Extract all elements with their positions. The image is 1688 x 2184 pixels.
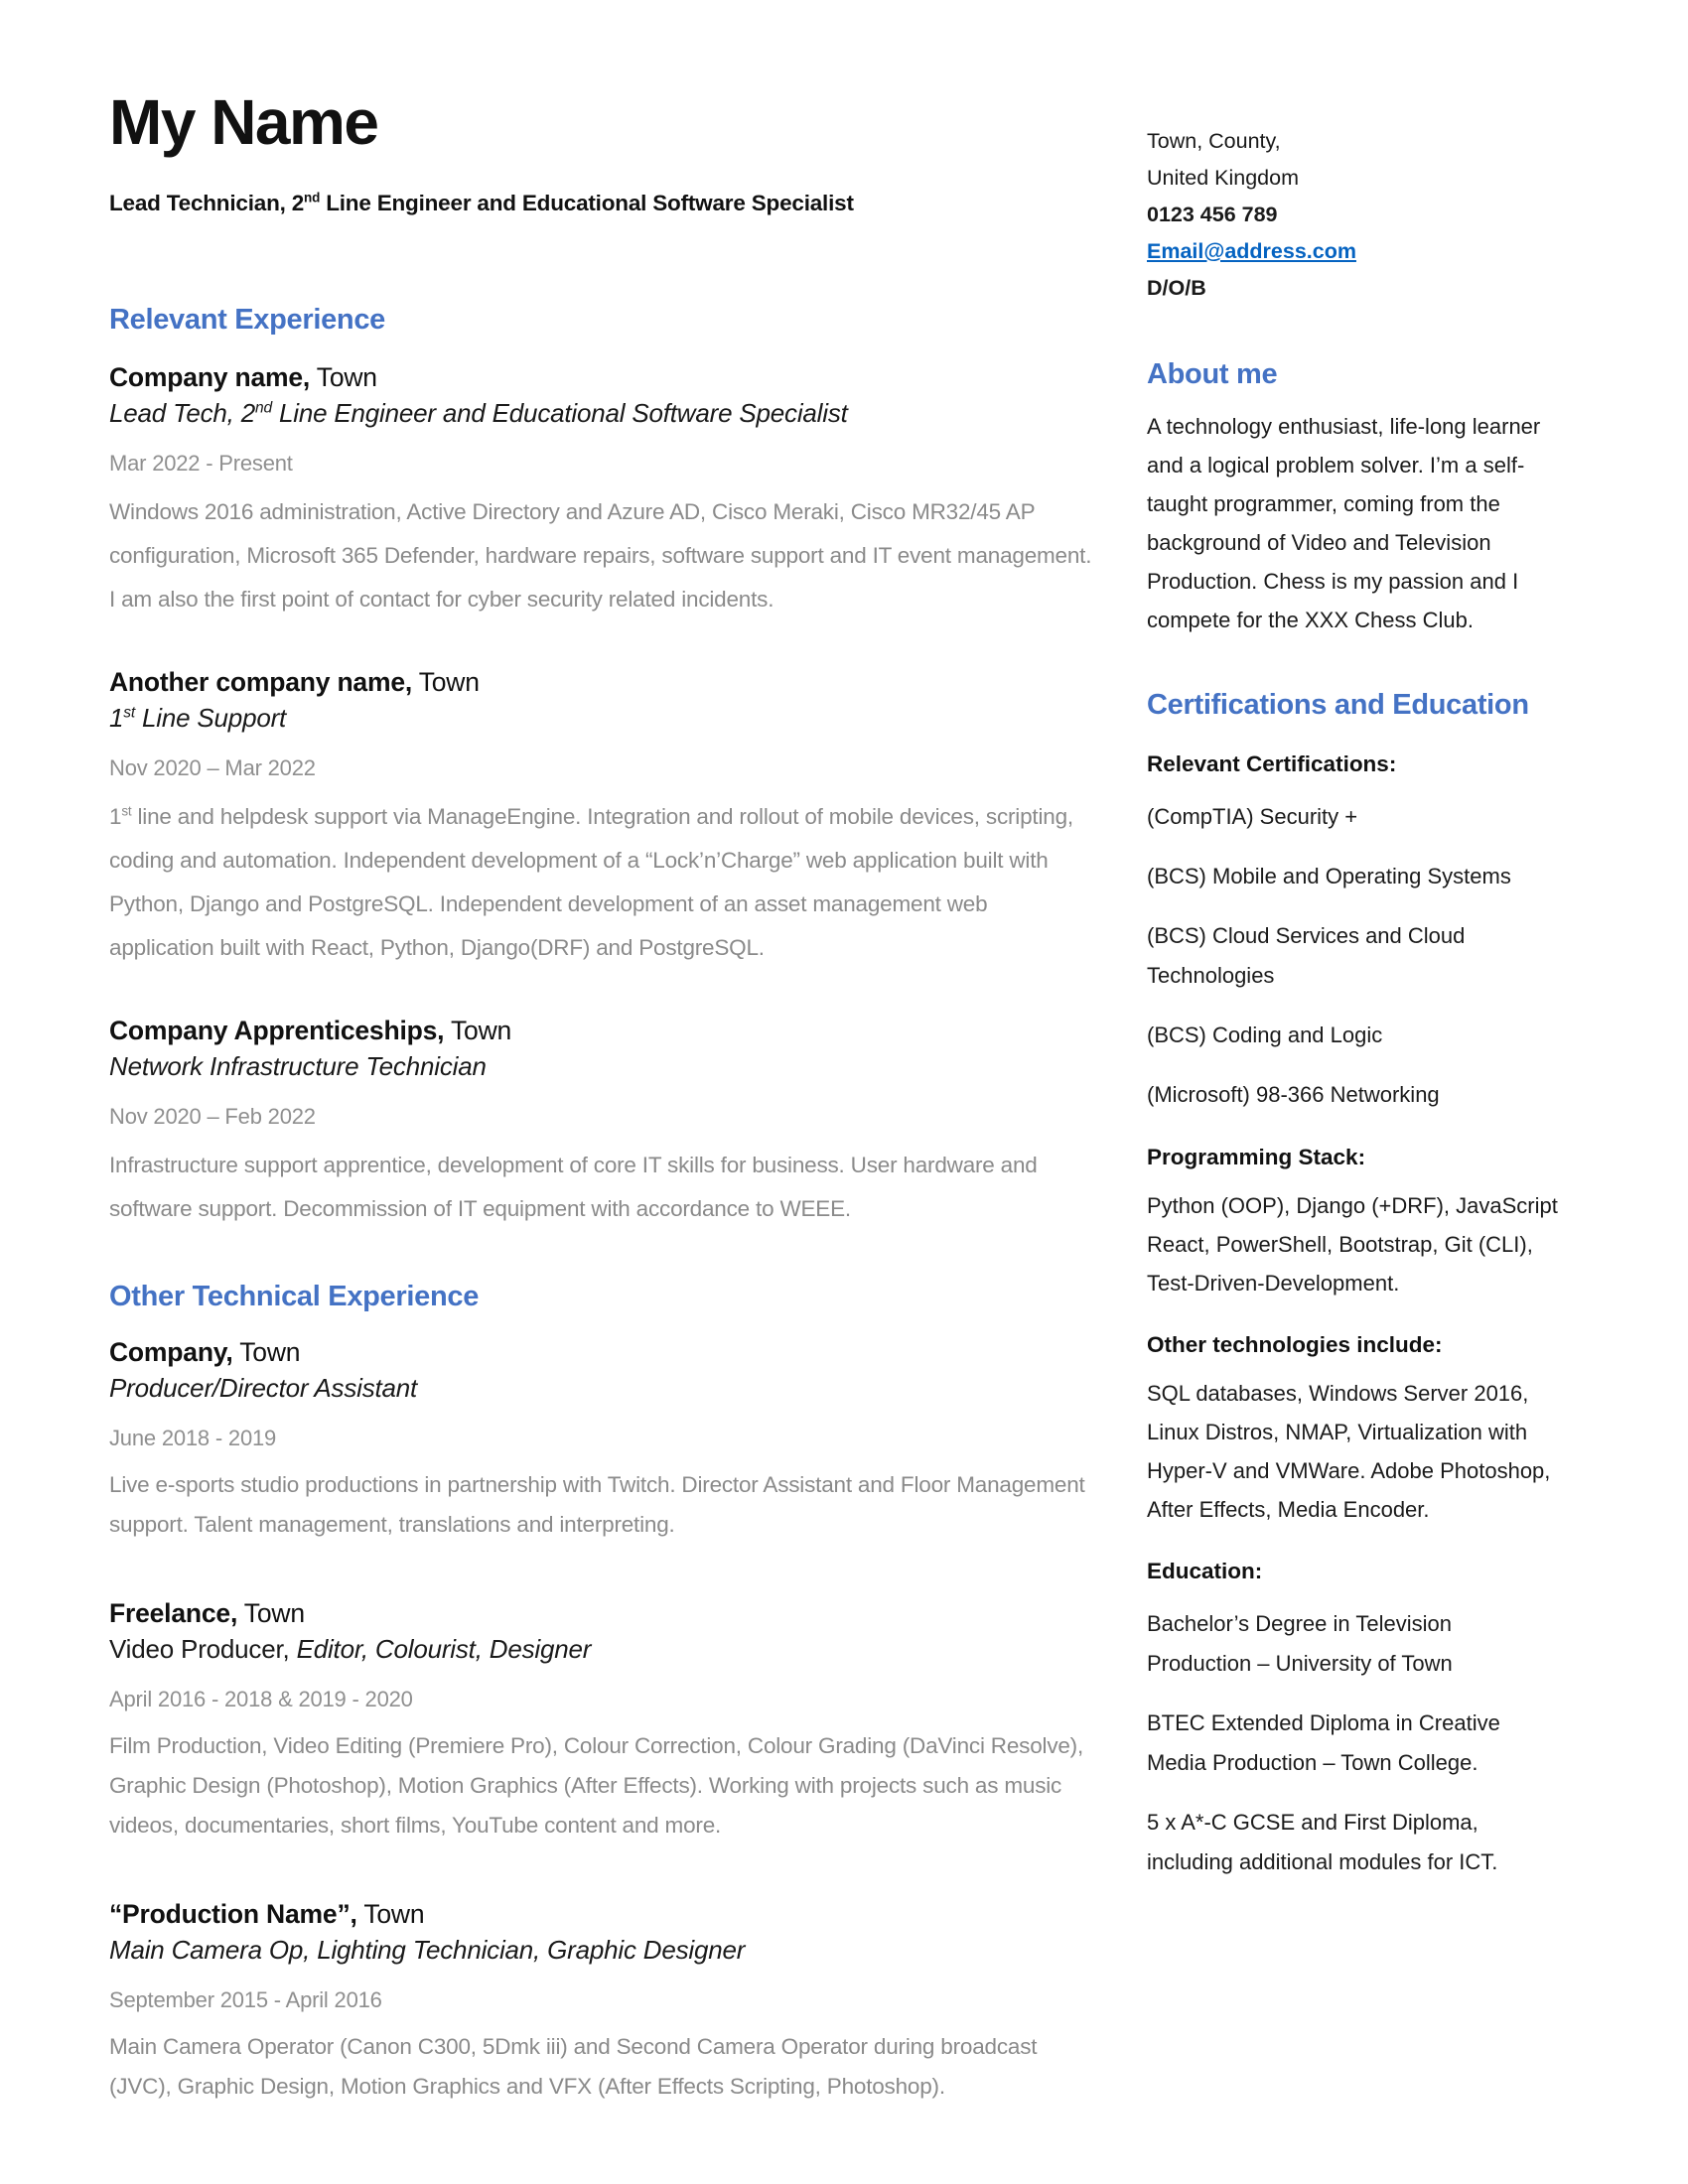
certification-item: (CompTIA) Security + (1147, 804, 1358, 829)
certification-item: (BCS) Mobile and Operating Systems (1147, 864, 1511, 888)
job-company: “Production Name”, (109, 1899, 357, 1930)
job-dates: Nov 2020 – Mar 2022 (109, 755, 316, 781)
job-role-italic: Lead Tech, 2 (109, 398, 255, 429)
job-description (109, 1726, 1097, 1845)
job-dates: April 2016 - 2018 & 2019 - 2020 (109, 1687, 413, 1712)
certification-item: (BCS) Cloud Services and Cloud Technologies (1147, 923, 1466, 988)
job-entry (109, 667, 1097, 970)
right-column (1147, 0, 1559, 2184)
job-description-text: Windows 2016 administration, Active Directory and Azure AD, Cisco Meraki, Cisco MR32/45 AP configuration, Microsoft 365 Defender, hardware repairs, software support and IT event management. I am also the first point of contact for cyber security related incidents. (109, 499, 1092, 613)
job-company-line (109, 1598, 1097, 1629)
job-description-text: Film Production, Video Editing (Premiere Pro), Colour Correction, Colour Grading (DaVinci Resolve), Graphic Design (Photoshop), Motion Graphics (After Effects). Working with projects such as music videos, documentaries, short films, YouTube content and more. (109, 1733, 1084, 1839)
job-location: Town (444, 1016, 512, 1046)
job-role-superscript: st (123, 704, 135, 722)
job-company-line (109, 1899, 1097, 1930)
job-entry (109, 1598, 1097, 1845)
job-description (109, 2027, 1097, 2107)
job-dates: September 2015 - April 2016 (109, 1987, 382, 2013)
job-location: Town (232, 1337, 301, 1368)
job-description-text: line and helpdesk support via ManageEngine. Integration and rollout of mobile devices, scripting, coding and automation. Independent development of a “Lock’n’Charge” web application built with Python, Django and PostgreSQL. Independent development of an asset management web application built with React, Python, Django(DRF) and PostgreSQL. (109, 804, 1073, 961)
certification-item: (BCS) Coding and Logic (1147, 1023, 1383, 1047)
page-title: My Name (109, 86, 378, 158)
job-company: Company Apprenticeships, (109, 1016, 445, 1046)
job-role-italic: Network Infrastructure Technician (109, 1051, 487, 1082)
job-description (109, 795, 1097, 970)
headline (109, 191, 1097, 216)
job-role-italic: Line Support (135, 703, 287, 734)
job-role (109, 1051, 1097, 1082)
job-location: Town (356, 1899, 425, 1930)
job-role-italic: Line Engineer and Educational Software Specialist (271, 398, 848, 429)
job-role-italic: Producer/Director Assistant (109, 1373, 418, 1404)
about-text: A technology enthusiast, life-long learner and a logical problem solver. I’m a self-taught programmer, coming from the background of Video and Television Production. Chess is my passion and I compete for the XXX Chess Club. (1147, 414, 1541, 632)
job-entry (109, 362, 1097, 621)
contact-block (1147, 123, 1559, 307)
job-role-italic: Editor, Colourist, Designer (296, 1634, 592, 1665)
job-company-line (109, 1337, 1097, 1368)
job-location: Town (237, 1598, 305, 1629)
contact-address-line-1: Town, County, (1147, 129, 1281, 153)
job-company: Another company name, (109, 667, 413, 698)
contact-dob: D/O/B (1147, 276, 1206, 300)
section-heading-relevant-experience: Relevant Experience (109, 304, 385, 337)
job-role-superscript: nd (255, 399, 272, 417)
job-description-text: Main Camera Operator (Canon C300, 5Dmk iii) and Second Camera Operator during broadcast (JVC), Graphic Design, Motion Graphics and VFX (After Effects Scripting, Photoshop). (109, 2034, 1038, 2100)
job-role (109, 703, 1097, 734)
contact-phone: 0123 456 789 (1147, 203, 1278, 226)
job-description-superscript: st (121, 803, 132, 819)
job-role-italic: Main Camera Op, Lighting Technician, Graphic Designer (109, 1935, 746, 1966)
job-role (109, 398, 1097, 429)
certification-item: (Microsoft) 98-366 Networking (1147, 1082, 1440, 1107)
job-dates: June 2018 - 2019 (109, 1426, 277, 1451)
job-company: Company, (109, 1337, 233, 1368)
job-dates: Nov 2020 – Feb 2022 (109, 1104, 316, 1130)
other-technologies-text: SQL databases, Windows Server 2016, Linux Distros, NMAP, Virtualization with Hyper-V and VMWare. Adobe Photoshop, After Effects, Media Encoder. (1147, 1381, 1551, 1522)
contact-address-line-2: United Kingdom (1147, 166, 1299, 190)
email-link[interactable]: Email@address.com (1147, 239, 1356, 263)
job-company-line (109, 362, 1097, 393)
job-description (109, 490, 1097, 621)
education-item: 5 x A*-C GCSE and First Diploma, including additional modules for ICT. (1147, 1810, 1498, 1874)
left-column (109, 0, 1097, 2184)
job-entry (109, 1016, 1097, 1231)
label-relevant-certifications: Relevant Certifications: (1147, 751, 1397, 776)
job-location: Town (412, 667, 480, 698)
section-heading-about-me: About me (1147, 358, 1278, 390)
job-location: Town (310, 362, 377, 393)
job-description (109, 1465, 1097, 1545)
job-description-text: Infrastructure support apprentice, development of core IT skills for business. User hardware and software support. Decommission of IT equipment with accordance to WEEE. (109, 1153, 1038, 1222)
job-company-line (109, 667, 1097, 698)
job-entry (109, 1899, 1097, 2107)
label-other-technologies: Other technologies include: (1147, 1332, 1443, 1357)
education-item: BTEC Extended Diploma in Creative Media Production – Town College. (1147, 1710, 1500, 1775)
label-programming-stack: Programming Stack: (1147, 1145, 1366, 1169)
job-role (109, 1373, 1097, 1404)
job-role-regular: Video Producer, (109, 1634, 297, 1665)
programming-stack-text: Python (OOP), Django (+DRF), JavaScript React, PowerShell, Bootstrap, Git (CLI), Test-Driven-Development. (1147, 1193, 1558, 1296)
section-heading-other-technical-experience: Other Technical Experience (109, 1281, 480, 1313)
headline-superscript: nd (304, 190, 321, 205)
job-description-text: Live e-sports studio productions in partnership with Twitch. Director Assistant and Floor Management support. Talent management, translations and interpreting. (109, 1472, 1085, 1538)
section-heading-certifications-education: Certifications and Education (1147, 689, 1529, 721)
job-description (109, 1144, 1097, 1231)
job-role (109, 1634, 1097, 1665)
label-education: Education: (1147, 1559, 1263, 1583)
job-company-line (109, 1016, 1097, 1046)
headline-text: Line Engineer and Educational Software Specialist (320, 191, 854, 216)
job-company: Company name, (109, 362, 311, 393)
job-company: Freelance, (109, 1598, 238, 1629)
job-role-italic: 1 (109, 703, 124, 734)
job-description-text: 1 (109, 804, 122, 830)
education-item: Bachelor’s Degree in Television Production – University of Town (1147, 1611, 1453, 1676)
job-entry (109, 1337, 1097, 1545)
headline-text: Lead Technician, 2 (109, 191, 305, 216)
job-role (109, 1935, 1097, 1966)
job-dates: Mar 2022 - Present (109, 451, 293, 477)
